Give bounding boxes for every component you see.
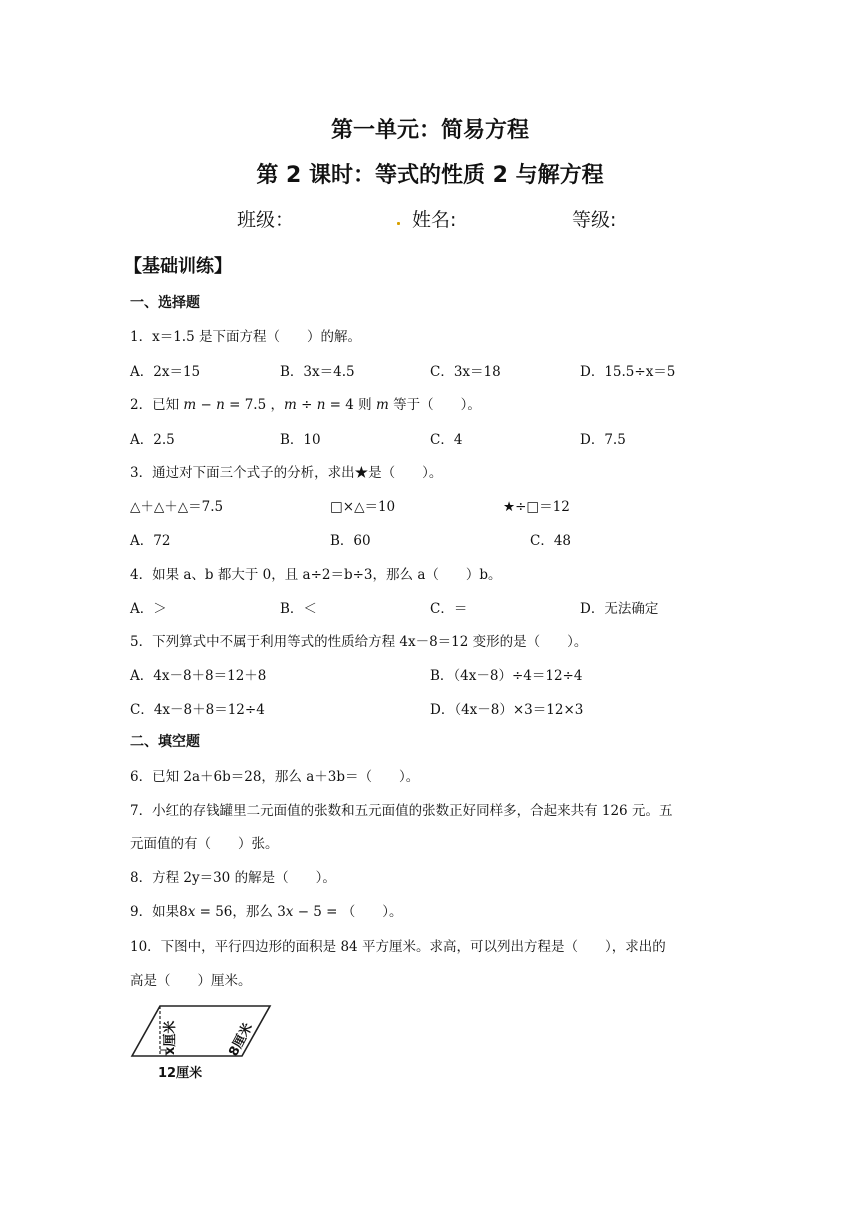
q5-option-b: B．（4x－8）÷4＝12÷4 [430,668,583,684]
q3-option-b: B．60 [330,533,371,549]
q2-option-b: B．10 [280,432,321,448]
question-4: 4．如果 a、b 都大于 0，且 a÷2＝b÷3，那么 a（ ）b。 [130,567,502,583]
page-title: 第一单元：简易方程 [330,118,529,143]
q4-option-c: C．＝ [430,601,468,617]
question-7-line-1: 7．小红的存钱罐里二元面值的张数和五元面值的张数正好同样多，合起来共有 126 元。五 [130,803,673,819]
question-9: 9．如果8x = 56，那么 3x − 5 = （ ）。 [130,904,403,920]
parallelogram-figure [120,995,290,1085]
question-7-line-2: 元面值的有（ ）张。 [130,836,279,852]
q1-option-c: C．3x＝18 [430,364,501,380]
q4-option-b: B．＜ [280,601,317,617]
q2-option-d: D．7.5 [580,432,626,448]
class-label: 班级： [237,209,295,231]
section-fill: 二、填空题 [130,734,200,750]
question-6: 6．已知 2a＋6b＝28，那么 a＋3b＝（ ）。 [130,769,420,785]
q3-option-c: C．48 [530,533,572,549]
q5-option-d: D．（4x－8）×3＝12×3 [430,702,584,718]
q1-option-a: A．2x＝15 [130,364,201,380]
side-label: 8厘米 [226,1020,256,1059]
q4-option-a: A．＞ [130,601,167,617]
question-3: 3．通过对下面三个式子的分析，求出★是（ ）。 [130,465,443,481]
q3-expression-3: ★÷□＝12 [503,499,570,515]
q5-option-a: A．4x－8＋8＝12＋8 [130,668,267,684]
q2-option-a: A．2.5 [130,432,175,448]
question-10-line-2: 高是（ ）厘米。 [130,973,252,989]
question-8: 8．方程 2y＝30 的解是（ ）。 [130,870,336,886]
q4-option-d: D．无法确定 [580,601,659,617]
q1-option-b: B．3x＝4.5 [280,364,355,380]
name-label: 姓名: [412,209,457,231]
section-choice: 一、选择题 [130,295,200,311]
q3-option-a: A．72 [130,533,171,549]
stray-mark [397,222,400,225]
q2-option-c: C．4 [430,432,463,448]
grade-label: 等级: [572,209,617,231]
q3-expression-2: □×△＝10 [330,499,396,515]
question-2: 2．已知 m − n = 7.5 ，m ÷ n = 4 则 m 等于（ ）。 [130,397,481,413]
question-10-line-1: 10．下图中，平行四边形的面积是 84 平方厘米。求高，可以列出方程是（ ），求出的 [130,939,666,955]
q5-option-c: C．4x－8＋8＝12÷4 [130,702,265,718]
q1-option-d: D．15.5÷x＝5 [580,364,676,380]
height-label: x厘米 [163,1020,178,1055]
base-label: 12厘米 [158,1066,203,1081]
question-1: 1．x＝1.5 是下面方程（ ）的解。 [130,329,361,345]
question-5: 5．下列算式中不属于利用等式的性质给方程 4x－8＝12 变形的是（ ）。 [130,634,588,650]
q3-expression-1: △＋△＋△＝7.5 [130,499,224,515]
section-basic-training: 【基础训练】 [124,256,232,277]
lesson-subtitle: 第 2 课时：等式的性质 2 与解方程 [256,163,604,188]
